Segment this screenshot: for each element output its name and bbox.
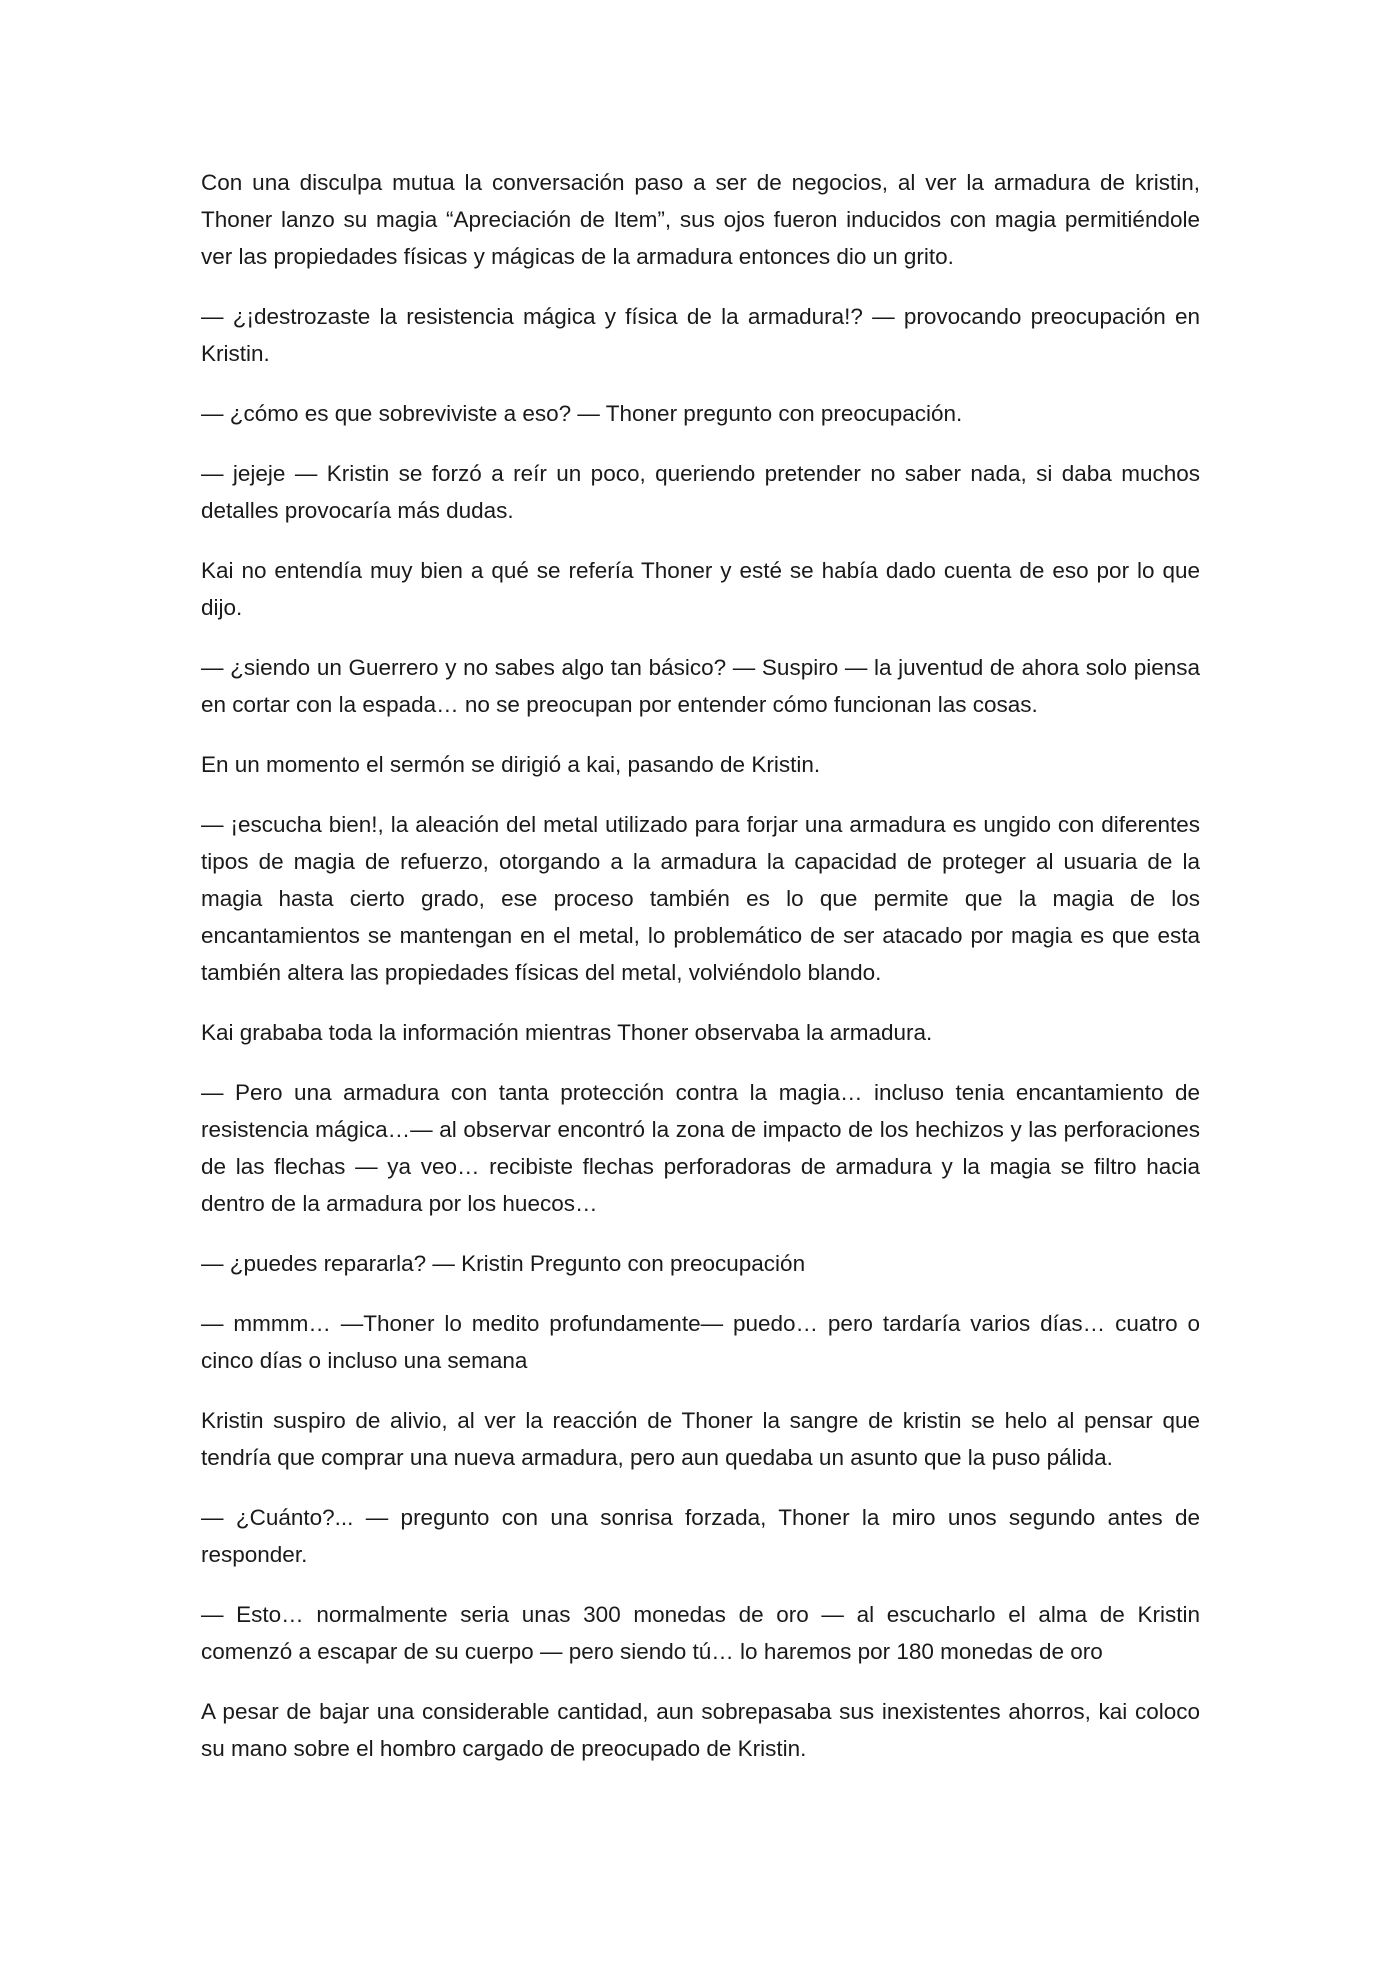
document-body [201,164,1200,1790]
paragraph: — ¿puedes repararla? — Kristin Pregunto con preocupación [201,1251,806,1276]
paragraph: Kai no entendía muy bien a qué se refería Thoner y esté se había dado cuenta de eso por lo que dijo. [201,558,1200,620]
paragraph: Kristin suspiro de alivio, al ver la reacción de Thoner la sangre de kristin se helo al pensar que tendría que comprar una nueva armadura, pero aun quedaba un asunto que la puso pálida. [201,1408,1200,1470]
paragraph: A pesar de bajar una considerable cantidad, aun sobrepasaba sus inexistentes ahorros, kai coloco su mano sobre el hombro cargado de preocupado de Kristin. [201,1699,1200,1761]
paragraph: Con una disculpa mutua la conversación paso a ser de negocios, al ver la armadura de kristin, Thoner lanzo su magia “Apreciación de Item”, sus ojos fueron inducidos con magia permitiéndole ver las propiedades físicas y mágicas de la armadura entonces dio un grito. [201,170,1200,269]
paragraph: — jejeje — Kristin se forzó a reír un poco, queriendo pretender no saber nada, si daba muchos detalles provocaría más dudas. [201,461,1200,523]
paragraph: Kai grababa toda la información mientras Thoner observaba la armadura. [201,1020,933,1045]
paragraph: — ¿Cuánto?... — pregunto con una sonrisa forzada, Thoner la miro unos segundo antes de responder. [201,1505,1200,1567]
paragraph: En un momento el sermón se dirigió a kai, pasando de Kristin. [201,752,821,777]
paragraph: — Esto… normalmente seria unas 300 monedas de oro — al escucharlo el alma de Kristin comenzó a escapar de su cuerpo — pero siendo tú… lo haremos por 180 monedas de oro [201,1602,1200,1664]
paragraph: — ¿cómo es que sobreviviste a eso? — Thoner pregunto con preocupación. [201,401,963,426]
paragraph: — mmmm… —Thoner lo medito profundamente— puedo… pero tardaría varios días… cuatro o cinco días o incluso una semana [201,1311,1200,1373]
paragraph: — ¿¡destrozaste la resistencia mágica y física de la armadura!? — provocando preocupación en Kristin. [201,304,1200,366]
paragraph: — Pero una armadura con tanta protección contra la magia… incluso tenia encantamiento de resistencia mágica…— al observar encontró la zona de impacto de los hechizos y las perforaciones de las flechas — ya veo… recibiste flechas perforadoras de armadura y la magia se filtro hacia dentro de la armadura por los huecos… [201,1080,1200,1216]
paragraph: — ¿siendo un Guerrero y no sabes algo tan básico? — Suspiro — la juventud de ahora solo piensa en cortar con la espada… no se preocupan por entender cómo funcionan las cosas. [201,655,1200,717]
paragraph: — ¡escucha bien!, la aleación del metal utilizado para forjar una armadura es ungido con diferentes tipos de magia de refuerzo, otorgando a la armadura la capacidad de proteger al usuaria de la magia hasta cierto grado, ese proceso también es lo que permite que la magia de los encantamientos se mantengan en el metal, lo problemático de ser atacado por magia es que esta también altera las propiedades físicas del metal, volviéndolo blando. [201,812,1200,985]
